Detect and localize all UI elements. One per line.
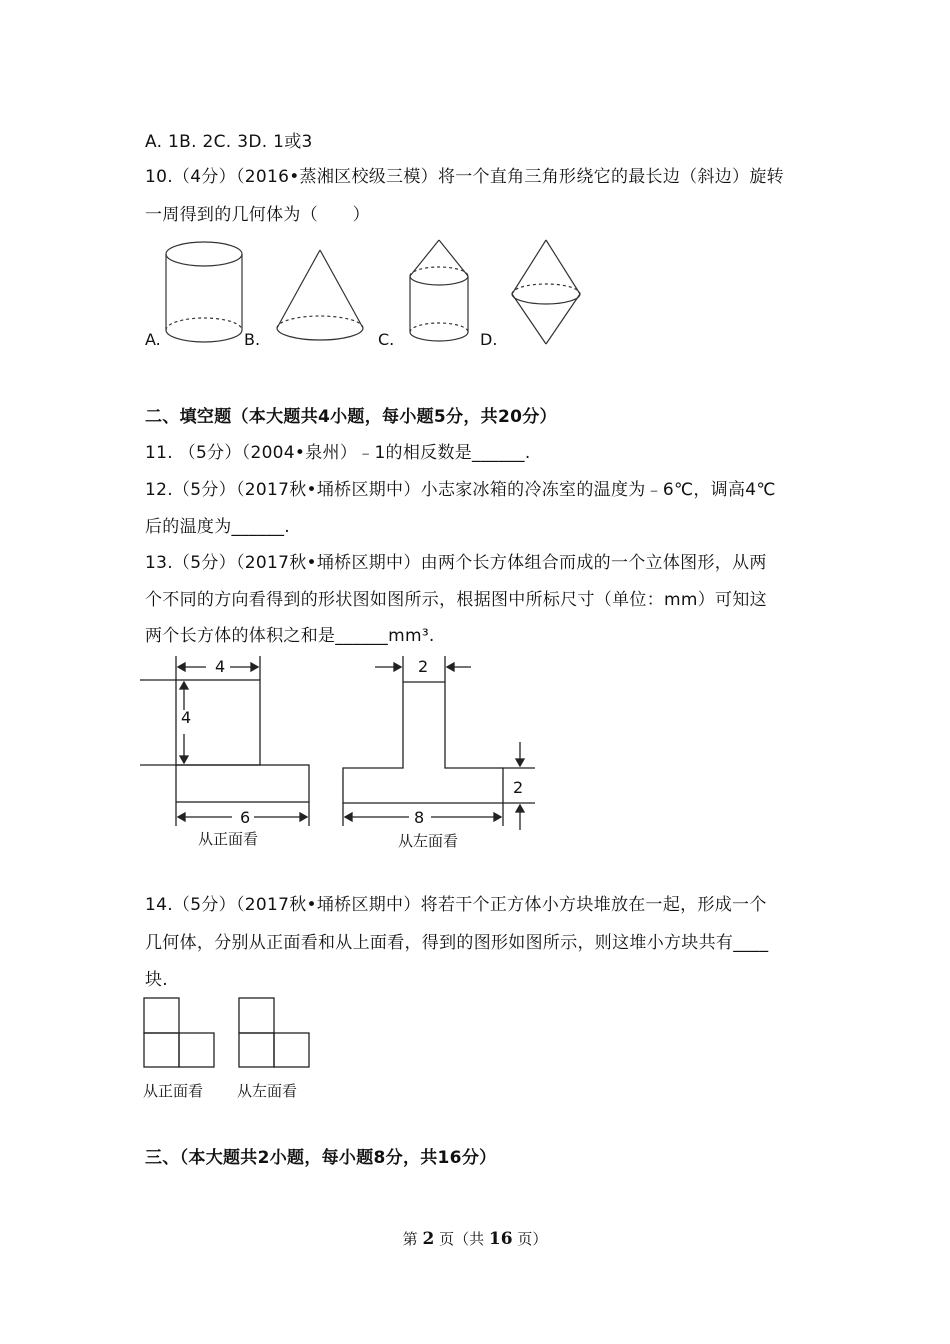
cylinder-figure [166, 242, 242, 342]
q14-figures [140, 994, 320, 1070]
double-cone-figure [512, 240, 580, 344]
left-view-caption: 从左面看 [398, 832, 459, 850]
q10-option-a: A. [145, 330, 161, 349]
section3-title: 三、（本大题共2小题，每小题8分，共16分） [145, 1148, 497, 1168]
q10-line1: 10.（4分）（2016•蒸湘区校级三模）将一个直角三角形绕它的最长边（斜边）旋转 [145, 167, 784, 187]
cone-figure [277, 250, 363, 340]
footer-middle: 页（共 [439, 1230, 485, 1248]
left-top-width: 2 [418, 657, 429, 676]
q14-front-caption: 从正面看 [143, 1082, 204, 1100]
footer-total: 16 [488, 1229, 513, 1249]
q10-line2: 一周得到的几何体为（ ） [145, 205, 370, 225]
footer-suffix: 页） [517, 1230, 548, 1248]
q13-front-view [140, 654, 330, 854]
q9-options: A. 1B. 2C. 3D. 1或3 [145, 132, 313, 152]
footer-page: 2 [422, 1229, 435, 1249]
page-footer [0, 1228, 950, 1249]
q12-line1: 12.（5分）（2017秋•埇桥区期中）小志家冰箱的冷冻室的温度为﹣6℃，调高4℃ [145, 480, 776, 500]
q12-line2: 后的温度为______. [145, 517, 291, 537]
q10-figures [140, 236, 600, 352]
front-bottom-width: 6 [240, 808, 251, 827]
front-view-caption: 从正面看 [198, 830, 259, 848]
q10-option-d: D. [480, 330, 498, 349]
q10-option-c: C. [378, 330, 395, 349]
q14-left-caption: 从左面看 [237, 1082, 298, 1100]
left-bottom-height: 2 [513, 778, 524, 797]
q14-line3: 块. [145, 970, 169, 990]
cone-cylinder-figure [410, 240, 468, 341]
front-top-height: 4 [181, 708, 192, 727]
q14-line1: 14.（5分）（2017秋•埇桥区期中）将若干个正方体小方块堆放在一起，形成一个 [145, 895, 767, 915]
q13-line3: 两个长方体的体积之和是______mm³. [145, 626, 435, 646]
q10-option-b: B. [244, 330, 261, 349]
q13-line1: 13.（5分）（2017秋•埇桥区期中）由两个长方体组合而成的一个立体图形，从两 [145, 553, 767, 573]
footer-prefix: 第 [402, 1230, 418, 1248]
section2-title: 二、填空题（本大题共4小题，每小题5分，共20分） [145, 407, 557, 427]
q13-line2: 个不同的方向看得到的形状图如图所示，根据图中所标尺寸（单位：mm）可知这 [145, 590, 767, 610]
q13-left-view [335, 654, 545, 854]
front-top-width: 4 [215, 657, 226, 676]
q14-line2: 几何体，分别从正面看和从上面看，得到的图形如图所示，则这堆小方块共有____ [145, 933, 769, 953]
left-bottom-width: 8 [414, 808, 425, 827]
q11: 11. （5分）（2004•泉州）﹣1的相反数是______. [145, 443, 531, 463]
